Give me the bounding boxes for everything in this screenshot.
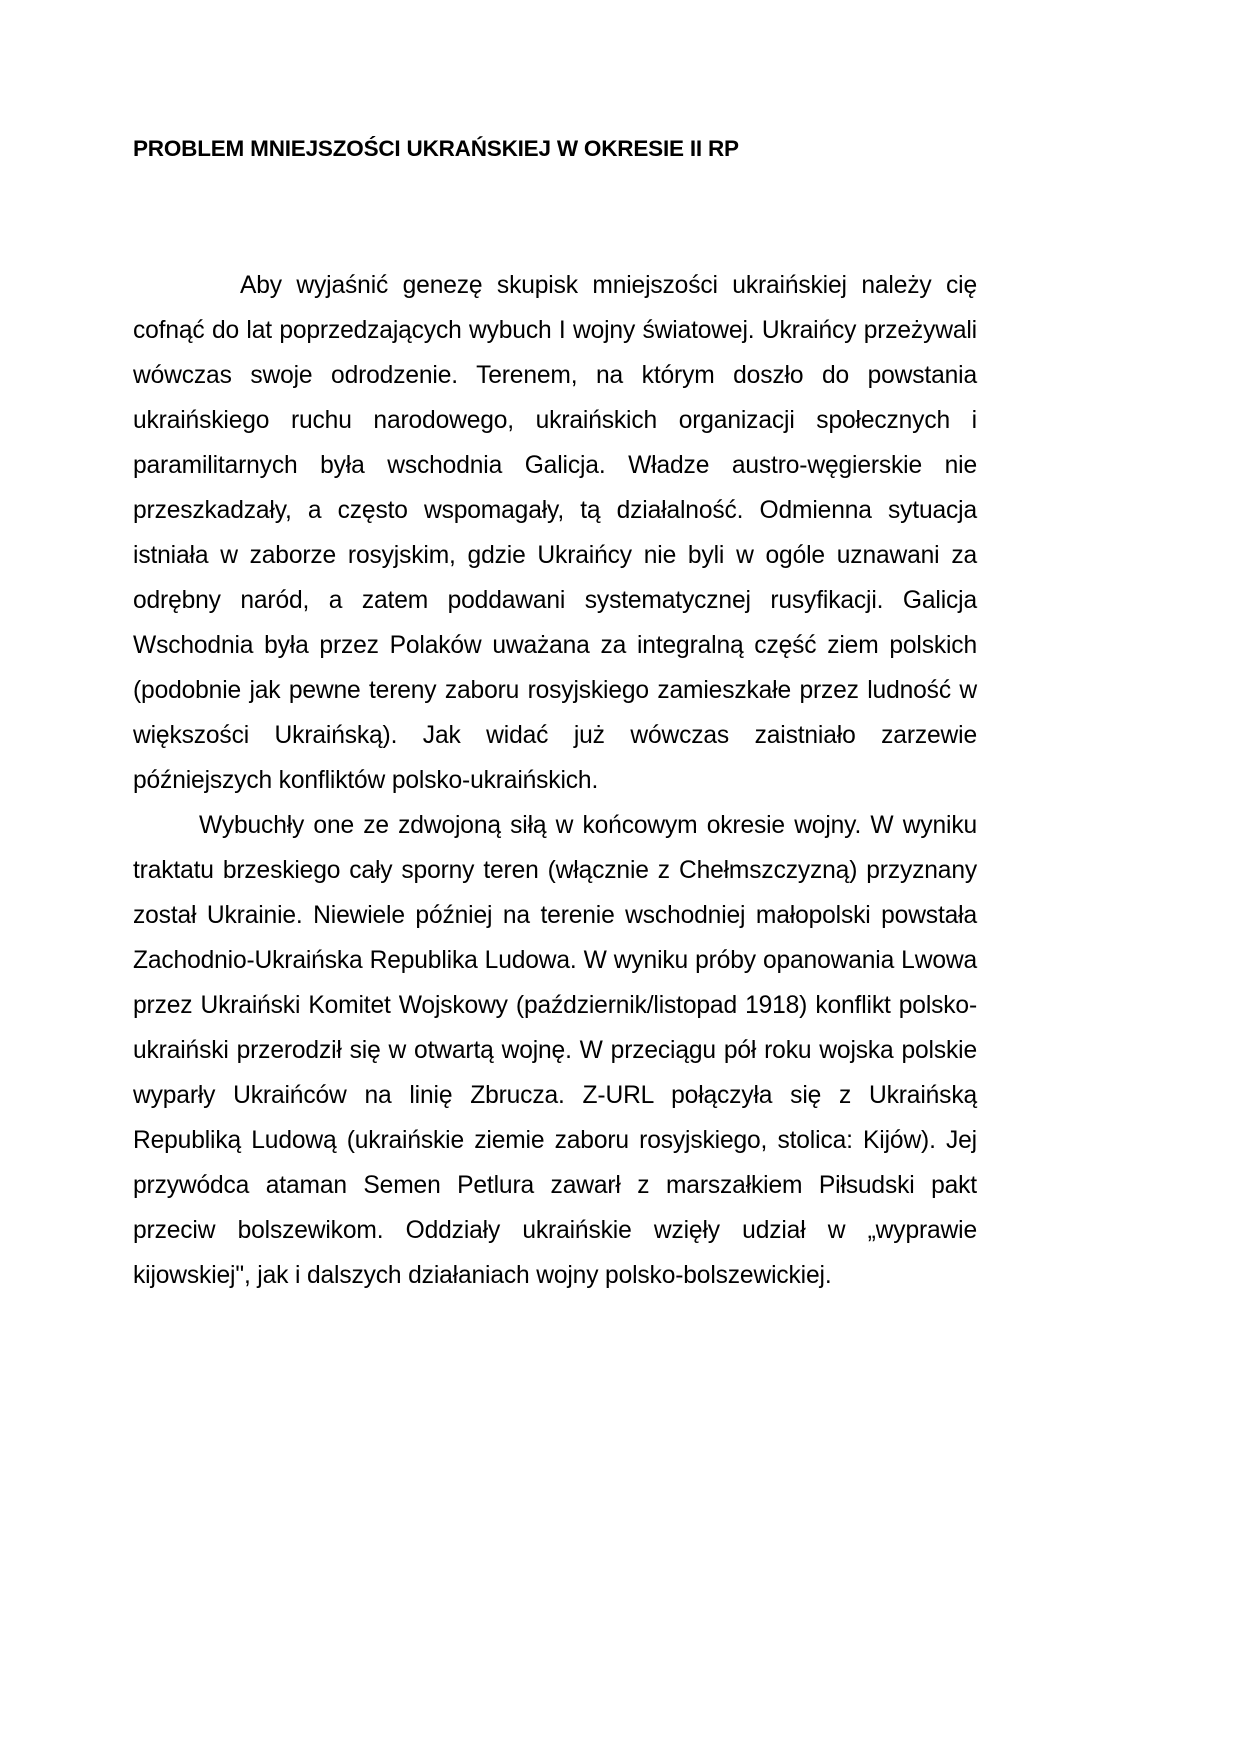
document-body (133, 263, 977, 1298)
paragraph-war: Wybuchły one ze zdwojoną siłą w końcowym okresie wojny. W wyniku traktatu brzeskiego cały sporny teren (włącznie z Chełmszczyzną) przyznany został Ukrainie. Niewiele później na terenie wschodniej małopolski powstała Zachodnio-Ukraińska Republika Ludowa. W wyniku próby opanowania Lwowa przez Ukraiński Komitet Wojskowy (październik/listopad 1918) konflikt polsko-ukraiński przerodził się w otwartą wojnę. W przeciągu pół roku wojska polskie wyparły Ukraińców na linię Zbrucza. Z-URL połączyła się z Ukraińską Republiką Ludową (ukraińskie ziemie zaboru rosyjskiego, stolica: Kijów). Jej przywódca ataman Semen Petlura zawarł z marszałkiem Piłsudski pakt przeciw bolszewikom. Oddziały ukraińskie wzięły udział w „wyprawie kijowskiej", jak i dalszych działaniach wojny polsko-bolszewickiej. (133, 812, 977, 1289)
document-title: PROBLEM MNIEJSZOŚCI UKRAŃSKIEJ W OKRESIE II RP (133, 136, 739, 161)
paragraph-origins: Aby wyjaśnić genezę skupisk mniejszości ukraińskiej należy cię cofnąć do lat poprzedzających wybuch I wojny światowej. Ukraińcy przeżywali wówczas swoje odrodzenie. Terenem, na którym doszło do powstania ukraińskiego ruchu narodowego, ukraińskich organizacji społecznych i paramilitarnych była wschodnia Galicja. Władze austro-węgierskie nie przeszkadzały, a często wspomagały, tą działalność. Odmienna sytuacja istniała w zaborze rosyjskim, gdzie Ukraińcy nie byli w ogóle uznawani za odrębny naród, a zatem poddawani systematycznej rusyfikacji. Galicja Wschodnia była przez Polaków uważana za integralną część ziem polskich (podobnie jak pewne tereny zaboru rosyjskiego zamieszkałe przez ludność w większości Ukraińską). Jak widać już wówczas zaistniało zarzewie późniejszych konfliktów polsko-ukraińskich. (133, 272, 977, 794)
